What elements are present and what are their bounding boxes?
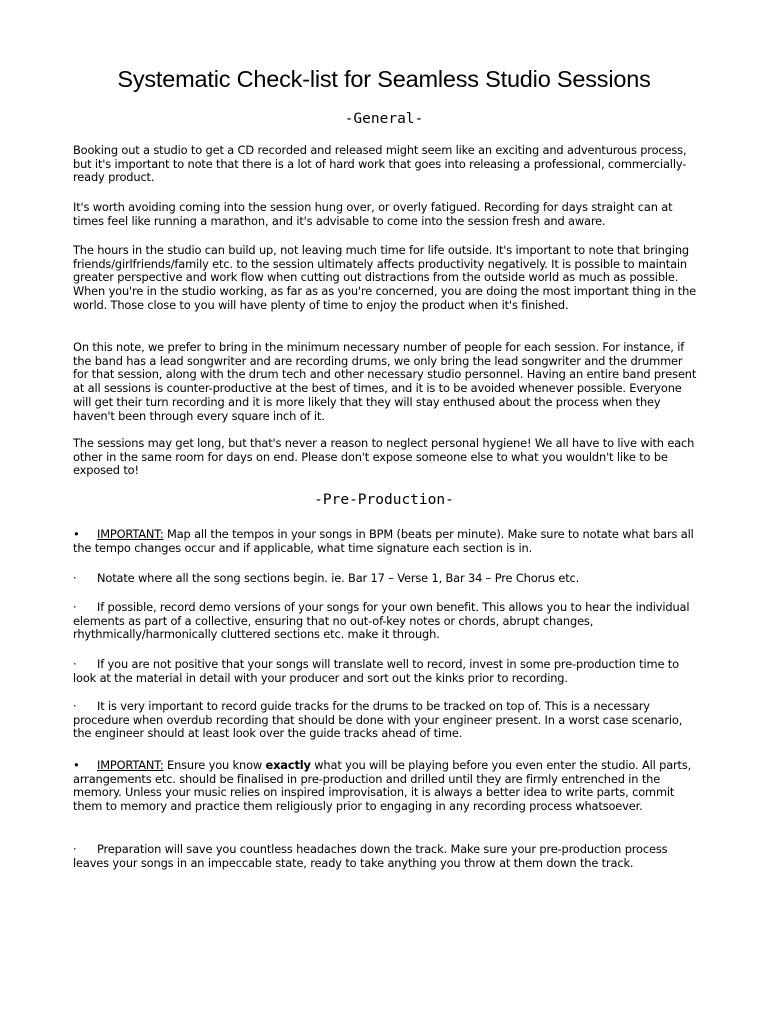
item-text: Preparation will save you countless headaches down the track. Make sure your pre-production process leaves your songs in an impeccable state, ready to take anything you throw at them down the track. <box>73 842 668 870</box>
item-text: Notate where all the song sections begin. ie. Bar 17 – Verse 1, Bar 34 – Pre Chorus etc. <box>97 571 580 585</box>
checklist-item <box>73 601 697 642</box>
important-label: IMPORTANT: <box>97 758 164 772</box>
section-heading-general: -General- <box>344 111 424 127</box>
bullet: · <box>73 842 77 856</box>
general-paragraph: It's worth avoiding coming into the session hung over, or overly fatigued. Recording for days straight can at times feel like running a marathon, and it's advisable to come into the session fresh and aware. <box>73 200 673 228</box>
general-paragraph: The hours in the studio can build up, not leaving much time for life outside. It's important to note that bringing friends/girlfriends/family etc. to the session ultimately affects productivity negatively. It is possible to maintain greater perspective and work flow when cutting out distractions from the outside world as much as possible. When you're in the studio working, as far as as you're concerned, you are doing the most important thing in the world. Those close to you will have plenty of time to enjoy the product when it's finished. <box>73 243 697 312</box>
checklist-item <box>73 528 697 555</box>
document-title: Systematic Check-list for Seamless Studio Sessions <box>117 66 651 92</box>
item-text: Ensure you know <box>163 758 266 772</box>
checklist-item <box>73 759 697 814</box>
bullet: · <box>73 571 77 585</box>
important-label: IMPORTANT: <box>97 527 164 541</box>
bullet: · <box>73 657 77 671</box>
item-text: Map all the tempos in your songs in BPM (beats per minute). Make sure to notate what bars all the tempo changes occur and if applicable, what time signature each section is in. <box>73 527 694 555</box>
item-text: what you will be playing before you even enter the studio. All parts, arrangements etc. should be finalised in pre-production and drilled until they are firmly entrenched in the memory. Unless your music relies on inspired improvisation, it is always a better idea to write parts, commit them to memory and practice them religiously prior to engaging in any recording process whatsoever. <box>73 758 692 814</box>
bullet: • <box>73 527 80 541</box>
checklist-item <box>73 700 697 741</box>
bullet: • <box>73 758 80 772</box>
checklist-item <box>73 658 697 685</box>
general-paragraph: Booking out a studio to get a CD recorded and released might seem like an exciting and adventurous process, but it's important to note that there is a lot of hard work that goes into releasing a professional, commercially-ready product. <box>73 143 687 185</box>
section-heading-pre-production: -Pre-Production- <box>314 492 454 508</box>
checklist-item <box>73 843 697 870</box>
emphasis-text: exactly <box>265 758 311 772</box>
checklist-item <box>73 572 697 586</box>
bullet: · <box>73 600 77 614</box>
item-text: It is very important to record guide tracks for the drums to be tracked on top of. This is a necessary procedure when overdub recording that should be done with your engineer present. In a worst case scenario, the engineer should at least look over the guide tracks ahead of time. <box>73 699 683 741</box>
bullet: · <box>73 699 77 713</box>
item-text: If possible, record demo versions of your songs for your own benefit. This allows you to hear the individual elements as part of a collective, ensuring that no out-of-key notes or chords, abrupt changes, rhythmically/harmonically cluttered sections etc. make it through. <box>73 600 690 642</box>
general-paragraph: On this note, we prefer to bring in the minimum necessary number of people for each session. For instance, if the band has a lead songwriter and are recording drums, we only bring the lead songwriter and the drummer for that session, along with the drum tech and other necessary studio personnel. Having an entire band present at all sessions is counter-productive at the best of times, and it is to be avoided whenever possible. Everyone will get their turn recording and it is more likely that they will stay enthused about the process when they haven't been through every square inch of it. <box>73 340 697 423</box>
general-paragraph: The sessions may get long, but that's never a reason to neglect personal hygiene! We all have to live with each other in the same room for days on end. Please don't expose someone else to what you wouldn't like to be exposed to! <box>73 436 695 478</box>
item-text: If you are not positive that your songs will translate well to record, invest in some pre-production time to look at the material in detail with your producer and sort out the kinks prior to recording. <box>73 657 679 685</box>
